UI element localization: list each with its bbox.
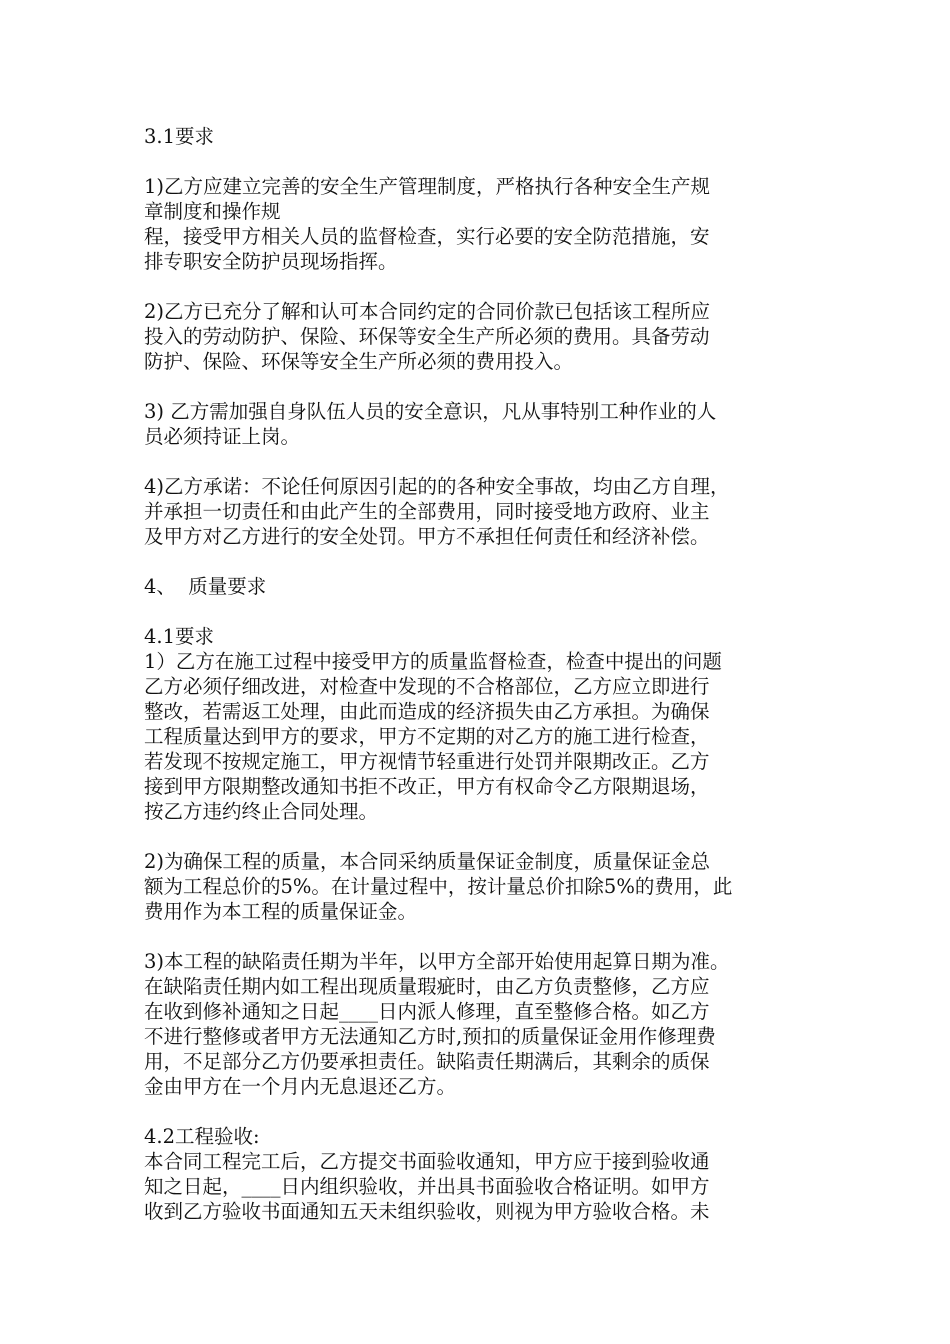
text-line: 不进行整修或者甲方无法通知乙方时,预扣的质量保证金用作修理费 <box>144 1025 716 1048</box>
text-line: 整改，若需返工处理，由此而造成的经济损失由乙方承担。为确保 <box>144 700 710 723</box>
text-line: 排专职安全防护员现场指挥。 <box>144 250 398 273</box>
section-3-1-heading: 3.1要求 <box>144 125 215 148</box>
text-line: 并承担一切责任和由此产生的全部费用，同时接受地方政府、业主 <box>144 500 710 523</box>
text-line: 按乙方违约终止合同处理。 <box>144 800 379 823</box>
text-line: 投入的劳动防护、保险、环保等安全生产所必须的费用。具备劳动 <box>144 325 710 348</box>
text-line: 及甲方对乙方进行的安全处罚。甲方不承担任何责任和经济补偿。 <box>144 525 710 548</box>
text-line: 1)乙方应建立完善的安全生产管理制度，严格执行各种安全生产规 <box>144 175 711 198</box>
text-line: 收到乙方验收书面通知五天未组织验收，则视为甲方验收合格。未 <box>144 1200 710 1223</box>
text-line: 章制度和操作规 <box>144 200 281 223</box>
text-line: 工程质量达到甲方的要求，甲方不定期的对乙方的施工进行检查， <box>144 725 710 748</box>
text-line: 金由甲方在一个月内无息退还乙方。 <box>144 1075 457 1098</box>
text-line: 1）乙方在施工过程中接受甲方的质量监督检查，检查中提出的问题 <box>144 650 722 673</box>
text-line: 在收到修补通知之日起____日内派人修理，直至整修合格。如乙方 <box>144 1000 710 1023</box>
paragraph-4-2 <box>144 1149 834 1224</box>
paragraph-4-1-item-1 <box>144 649 834 824</box>
text-line: 费用作为本工程的质量保证金。 <box>144 900 418 923</box>
text-line: 3) 乙方需加强自身队伍人员的安全意识，凡从事特别工种作业的人 <box>144 400 717 423</box>
text-line: 员必须持证上岗。 <box>144 425 301 448</box>
text-line: 2)为确保工程的质量，本合同采纳质量保证金制度，质量保证金总 <box>144 850 711 873</box>
text-line: 3)本工程的缺陷责任期为半年，以甲方全部开始使用起算日期为准。 <box>144 950 730 973</box>
document-body <box>144 124 834 1224</box>
text-line: 2)乙方已充分了解和认可本合同约定的合同价款已包括该工程所应 <box>144 300 711 323</box>
text-line: 程，接受甲方相关人员的监督检查，实行必要的安全防范措施，安 <box>144 225 710 248</box>
paragraph-3-1-item-4 <box>144 474 834 549</box>
text-line: 若发现不按规定施工，甲方视情节轻重进行处罚并限期改正。乙方 <box>144 750 710 773</box>
text-line: 用，不足部分乙方仍要承担责任。缺陷责任期满后，其剩余的质保 <box>144 1050 710 1073</box>
section-4-2-heading: 4.2工程验收: <box>144 1125 260 1148</box>
paragraph-3-1-item-2 <box>144 299 834 374</box>
section-4-1-heading: 4.1要求 <box>144 625 215 648</box>
text-line: 乙方必须仔细改进，对检查中发现的不合格部位，乙方应立即进行 <box>144 675 710 698</box>
text-line: 知之日起，____日内组织验收，并出具书面验收合格证明。如甲方 <box>144 1175 710 1198</box>
section-4-heading: 4、 质量要求 <box>144 575 267 598</box>
paragraph-3-1-item-1 <box>144 174 834 274</box>
text-line: 4)乙方承诺：不论任何原因引起的的各种安全事故，均由乙方自理， <box>144 475 730 498</box>
text-line: 防护、保险、环保等安全生产所必须的费用投入。 <box>144 350 574 373</box>
text-line: 接到甲方限期整改通知书拒不改正，甲方有权命令乙方限期退场， <box>144 775 710 798</box>
paragraph-4-1-item-2 <box>144 849 834 924</box>
text-line: 额为工程总价的5%。在计量过程中，按计量总价扣除5%的费用，此 <box>144 875 733 898</box>
text-line: 在缺陷责任期内如工程出现质量瑕疵时，由乙方负责整修，乙方应 <box>144 975 710 998</box>
text-line: 本合同工程完工后，乙方提交书面验收通知，甲方应于接到验收通 <box>144 1150 710 1173</box>
paragraph-3-1-item-3 <box>144 399 834 449</box>
paragraph-4-1-item-3 <box>144 949 834 1099</box>
